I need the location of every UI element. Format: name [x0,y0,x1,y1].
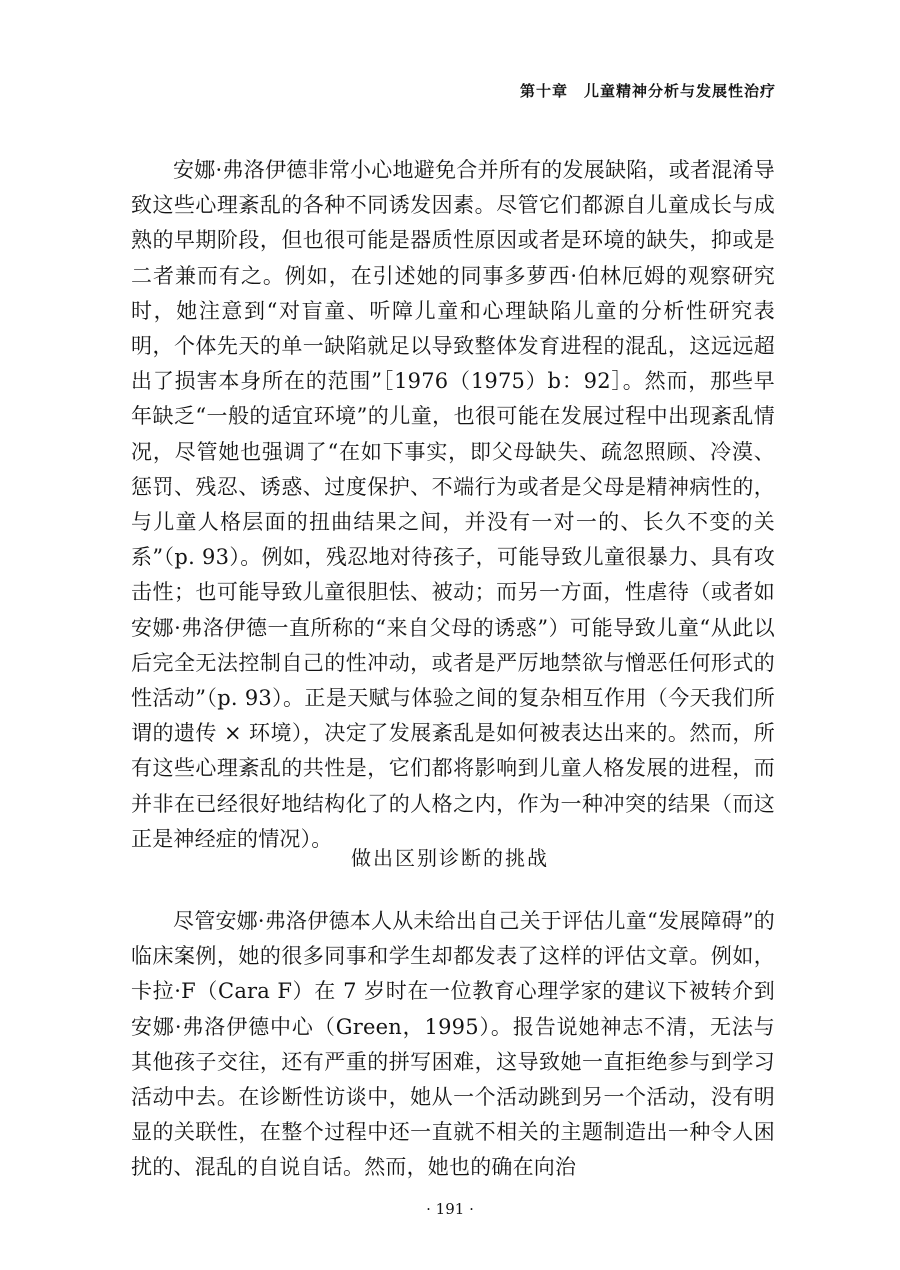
body-paragraph: 尽管安娜·弗洛伊德本人从未给出自己关于评估儿童“发展障碍”的临床案例，她的很多同事和学生却都发表了这样的评估文章。例如，卡拉·F（Cara F）在 7 岁时在一位教育心理学家的建议下被转介到安娜·弗洛伊德中心（Green，1995）。报告说她神志不清，无法与其他孩子交往，还有严重的拼写困难，这导致她一直拒绝参与到学习活动中去。在诊断性访谈中，她从一个活动跳到另一个活动，没有明显的关联性，在整个过程中还一直就不相关的主题制造出一种令人困扰的、混乱的自说自话。然而，她也的确在向治 [131,909,775,1180]
body-paragraph: 安娜·弗洛伊德非常小心地避免合并所有的发展缺陷，或者混淆导致这些心理紊乱的各种不同诱发因素。尽管它们都源自儿童成长与成熟的早期阶段，但也很可能是器质性原因或者是环境的缺失，抑或是二者兼而有之。例如，在引述她的同事多萝西·伯林厄姆的观察研究时，她注意到“对盲童、听障儿童和心理缺陷儿童的分析性研究表明，个体先天的单一缺陷就足以导致整体发育进程的混乱，这远远超出了损害本身所在的范围”［1976（1975）b：92］。然而，那些早年缺乏“一般的适宜环境”的儿童，也很可能在发展过程中出现紊乱情况，尽管她也强调了“在如下事实，即父母缺失、疏忽照顾、冷漠、惩罚、残忍、诱惑、过度保护、不端行为或者是父母是精神病性的，与儿童人格层面的扭曲结果之间，并没有一对一的、长久不变的关系”（p. 93）。例如，残忍地对待孩子，可能导致儿童很暴力、具有攻击性；也可能导致儿童很胆怯、被动；而另一方面，性虐待（或者如安娜·弗洛伊德一直所称的“来自父母的诱惑”）可能导致儿童“从此以后完全无法控制自己的性冲动，或者是严厉地禁欲与憎恶任何形式的性活动”（p. 93）。正是天赋与体验之间的复杂相互作用（今天我们所谓的遗传 × 环境），决定了发展紊乱是如何被表达出来的。然而，所有这些心理紊乱的共性是，它们都将影响到儿童人格发展的进程，而并非在已经很好地结构化了的人格之内，作为一种冲突的结果（而这正是神经症的情况）。 [131,158,775,851]
section-heading: 做出区别诊断的挑战 [351,846,549,870]
page-number: · 191 · [426,1200,474,1218]
running-header: 第十章 儿童精神分析与发展性治疗 [519,82,776,100]
